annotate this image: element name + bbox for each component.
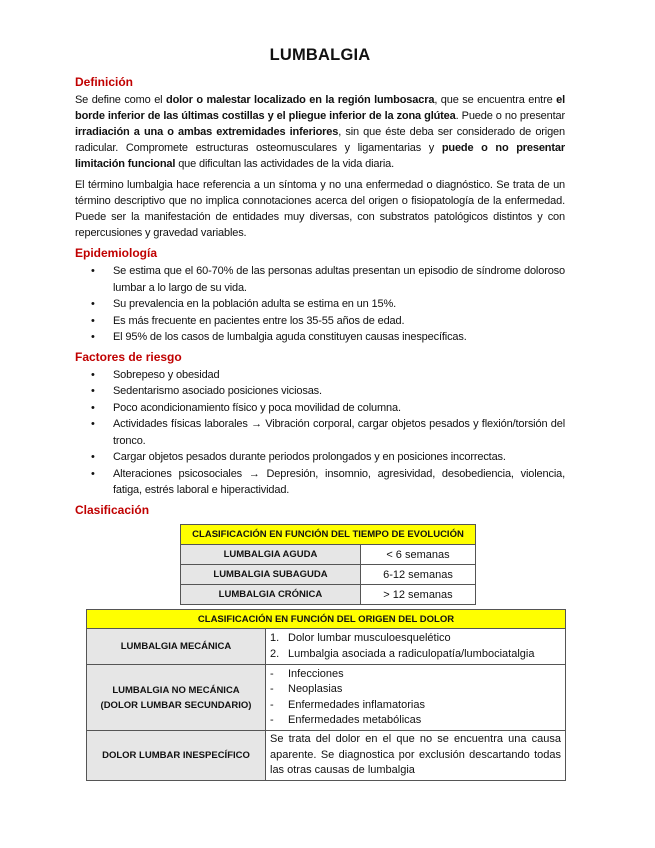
item-text: Enfermedades inflamatorias [288,698,425,711]
list-item: • Poco acondicionamiento físico y poca movilidad de columna. [75,400,565,417]
list-item: • Actividades físicas laborales → Vibración corporal, cargar objetos pesados y flexión/torsión del tronco. [75,416,565,449]
item-marker: 2. [270,647,280,660]
row-value [266,665,566,731]
row-label: LUMBALGIA AGUDA [181,545,361,565]
definicion-heading: Definición [75,75,134,89]
text: . Puede o no presentar [455,110,565,122]
table-row [181,585,476,605]
item-text: Infecciones [288,667,344,680]
table-row [181,565,476,585]
row-value [266,629,566,665]
bold-text: dolor o malestar localizado en la región lumbosacra [166,94,435,106]
row-value: < 6 semanas [360,545,475,565]
table-row [87,665,566,731]
text: que dificultan las actividades de la vida diaria. [175,158,395,170]
document-page [75,46,565,520]
row-label: LUMBALGIA MECÁNICA [87,629,266,665]
definicion-paragraph-1 [75,92,565,172]
row-label: DOLOR LUMBAR INESPECÍFICO [87,731,266,781]
text: , sin que éste deba ser considerado de origen radicular. Compromete estructuras osteomusculares y ligamentarias y [75,126,565,154]
clasificacion-heading: Clasificación [75,502,150,517]
item-text: Neoplasias [288,683,343,695]
row-value: > 12 semanas [360,585,475,605]
row-value: Se trata del dolor en el que no se encuentra una causa aparente. Se diagnostica por exclusión descartando todas las otras causas de lumbalgia [266,731,566,781]
row-label [87,665,266,731]
item-text: Lumbalgia asociada a radiculopatía/lumbociatalgia [288,647,535,660]
item-marker: - [270,667,274,680]
factores-heading: Factores de riesgo [75,349,182,364]
factores-list [75,367,565,499]
table-row [87,731,566,781]
row-value: 6-12 semanas [360,565,475,585]
list-item: • Se estima que el 60-70% de las personas adultas presentan un episodio de síndrome doloroso lumbar a lo largo de su vida. [75,263,565,296]
page-title: LUMBALGIA [269,46,371,64]
table-header: CLASIFICACIÓN EN FUNCIÓN DEL ORIGEN DEL DOLOR [87,610,566,629]
item-marker: - [270,698,274,711]
definicion-paragraph-2: El término lumbalgia hace referencia a un síntoma y no una enfermedad o diagnóstico. Se trata de un término descriptivo que no implica connotaciones acerca del origen o fisiopatología de la enfermedad. Puede ser la manifestación de entidades muy diversas, con substratos patológicos distintos y con repercusiones y gravedad variables. [75,179,565,239]
tabla-origen-dolor [86,609,566,781]
bold-text: el borde inferior de las últimas costillas y el pliegue inferior de la zona glútea [75,94,565,122]
list-item: • El 95% de los casos de lumbalgia aguda constituyen causas inespecíficas. [75,329,565,346]
item-marker: - [270,683,274,695]
text: , que se encuentra entre [434,94,557,106]
list-item: • Cargar objetos pesados durante periodos prolongados y en posiciones incorrectas. [75,449,565,466]
tabla-tiempo-evolucion [180,524,476,605]
text: Se define como el [75,94,167,106]
bold-text: puede o no presentar limitación funcional [75,142,565,170]
label-line: LUMBALGIA NO MECÁNICA [112,684,240,696]
table-header: CLASIFICACIÓN EN FUNCIÓN DEL TIEMPO DE EVOLUCIÓN [181,525,476,545]
table-row [87,629,566,665]
label-line: (DOLOR LUMBAR SECUNDARIO) [100,699,252,711]
table-row [181,545,476,565]
list-item: • Su prevalencia en la población adulta se estima en un 15%. [75,296,565,313]
list-item: • Alteraciones psicosociales → Depresión, insomnio, agresividad, desobediencia, violencia, fatiga, estrés laboral e hiperactividad. [75,466,565,499]
item-marker: - [270,714,274,726]
row-label: LUMBALGIA SUBAGUDA [181,565,361,585]
list-item: • Sedentarismo asociado posiciones viciosas. [75,383,565,400]
epidemiologia-list [75,263,565,346]
row-label: LUMBALGIA CRÓNICA [181,585,361,605]
bold-text: irradiación a una o ambas extremidades inferiores [75,126,339,138]
list-item: • Sobrepeso y obesidad [75,367,565,384]
item-marker: 1. [270,632,280,644]
item-text: Enfermedades metabólicas [288,714,422,726]
item-text: Dolor lumbar musculoesquelético [288,632,451,644]
epidemiologia-heading: Epidemiología [75,246,158,260]
list-item: • Es más frecuente en pacientes entre los 35-55 años de edad. [75,313,565,330]
